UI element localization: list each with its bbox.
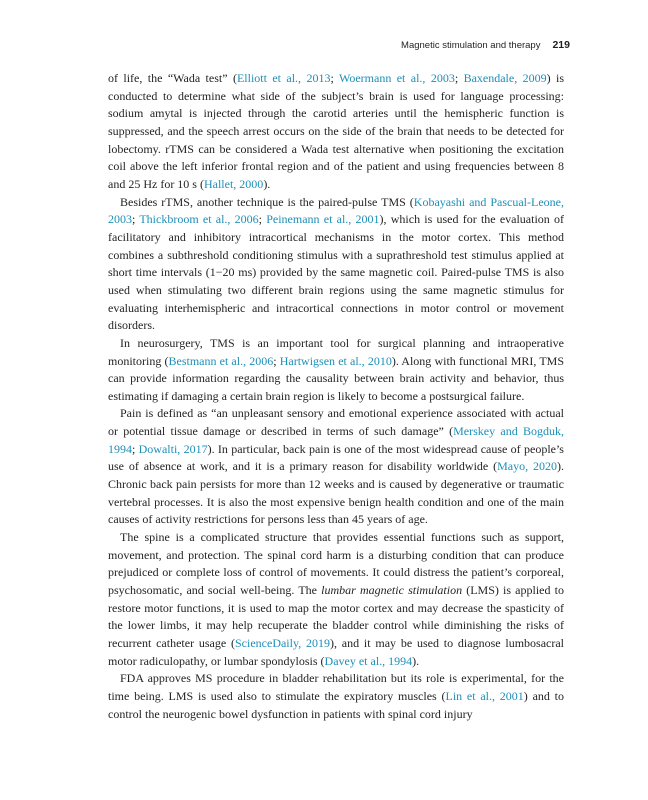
text-run: ; bbox=[330, 71, 339, 85]
running-head bbox=[300, 39, 570, 51]
text-run: ; bbox=[258, 212, 267, 227]
text-run: In neurosurgery, TMS is an important tool for surgical planning and intraoperative monitoring ( bbox=[108, 335, 564, 368]
citation-link[interactable]: Kobayashi and Pascual-Leone, 2003 bbox=[108, 194, 564, 227]
citation-link[interactable]: Davey et al., 1994 bbox=[324, 653, 413, 668]
citation-link[interactable]: Mayo, 2020 bbox=[497, 459, 557, 474]
paragraph bbox=[108, 70, 564, 194]
citation-link[interactable]: Bestmann et al., 2006 bbox=[168, 353, 274, 368]
citation-link[interactable]: Lin et al., 2001 bbox=[445, 688, 524, 703]
text-run: (LMS) is applied to restore motor functions, it is used to map the motor cortex and may decrease the spasticity of the lower limbs, it may help recuperate the bladder control while diminishing the risks of recurrent catheter usage ( bbox=[108, 583, 564, 650]
citation-link[interactable]: Hallet, 2000 bbox=[203, 176, 264, 191]
text-run: ). In particular, back pain is one of the most widespread cause of people’s use of absence at work, and it is a primary reason for disability worldwide ( bbox=[108, 441, 564, 474]
text-run: ; bbox=[273, 353, 280, 368]
text-run: ), which is used for the evaluation of facilitatory and inhibitory intracortical mechanisms in the motor cortex. This method combines a subthreshold conditioning stimulus with a suprathreshold test stimulus applied at short time intervals (1−20 ms) provided by the same magnetic coil. Paired-pulse TMS is also used when stimulating two different brain regions using the same magnetic stimulus for evaluating interhemispheric and intracortical connections in motor control or movement disorders. bbox=[108, 212, 565, 333]
text-run: of life, the “Wada test” ( bbox=[108, 71, 237, 85]
text-run: Besides rTMS, another technique is the paired-pulse TMS ( bbox=[120, 194, 414, 209]
text-run: Pain is defined as “an unpleasant sensory and emotional experience associated with actual or potential tissue damage or described in terms of such damage” ( bbox=[108, 406, 564, 439]
paragraph bbox=[108, 335, 564, 406]
citation-link[interactable]: Hartwigsen et al., 2010 bbox=[279, 353, 392, 368]
text-run: ; bbox=[132, 212, 140, 227]
paragraph bbox=[108, 194, 564, 335]
body-text bbox=[108, 70, 564, 723]
text-run: ). bbox=[412, 653, 420, 668]
text-run: ) is conducted to determine what side of the subject’s brain is used for language processing: sodium amytal is injected through the carotid arteries until the hemispheric function is suppressed, and the speech arrest occurs on the side of the brain that needs to be detected for lobectomy. rTMS can be considered a Wada test alternative when positioning the excitation coil above the left inferior frontal region and of the patient and using frequencies between 8 and 25 Hz for 10 s ( bbox=[108, 71, 565, 191]
citation-link[interactable]: Baxendale, 2009 bbox=[463, 71, 547, 85]
citation-link[interactable]: Peinemann et al., 2001 bbox=[266, 212, 380, 227]
citation-link[interactable]: Elliott et al., 2013 bbox=[236, 71, 331, 85]
paragraph bbox=[108, 405, 564, 529]
paragraph bbox=[108, 529, 564, 670]
text-run: FDA approves MS procedure in bladder rehabilitation but its role is experimental, for the time being. LMS is used also to stimulate the expiratory muscles ( bbox=[108, 671, 564, 703]
citation-link[interactable]: Dowalti, 2017 bbox=[138, 441, 208, 456]
page-number: 219 bbox=[552, 39, 570, 51]
running-head-title: Magnetic stimulation and therapy bbox=[401, 40, 541, 51]
text-run: ). Along with functional MRI, TMS can provide information regarding the causality between brain activity and behavior, thus estimating if damaging a certain brain region is likely to become a postsurgical failure. bbox=[108, 353, 565, 403]
text-run: The spine is a complicated structure that provides essential functions such as support, movement, and protection. The spinal cord harm is a disturbing condition that can produce prejudiced or complete loss of control of movements. It could distress the patient’s corporeal, psychosomatic, and social well-being. The bbox=[108, 530, 564, 598]
paragraph bbox=[108, 670, 564, 723]
citation-link[interactable]: Thickbroom et al., 2006 bbox=[139, 212, 259, 227]
citation-link[interactable]: Merskey and Bogduk, 1994 bbox=[108, 424, 564, 456]
text-run: ; bbox=[454, 71, 464, 85]
text-run: ). Chronic back pain persists for more than 12 weeks and is caused by degenerative or traumatic vertebral processes. It is also the most expensive benign health condition and one of the main causes of activity restrictions for persons less than 45 years of age. bbox=[108, 459, 564, 527]
text-run: ) and to control the neurogenic bowel dysfunction in patients with spinal cord injury bbox=[108, 688, 565, 721]
text-run: ), and it may be used to diagnose lumbosacral motor radiculopathy, or lumbar spondylosis ( bbox=[108, 636, 565, 668]
citation-link[interactable]: ScienceDaily, 2019 bbox=[235, 636, 330, 650]
citation-link[interactable]: Woermann et al., 2003 bbox=[338, 71, 455, 85]
text-run: ). bbox=[263, 176, 271, 191]
emphasized-term: lumbar magnetic stimulation bbox=[321, 583, 463, 598]
text-run: ; bbox=[132, 441, 139, 456]
